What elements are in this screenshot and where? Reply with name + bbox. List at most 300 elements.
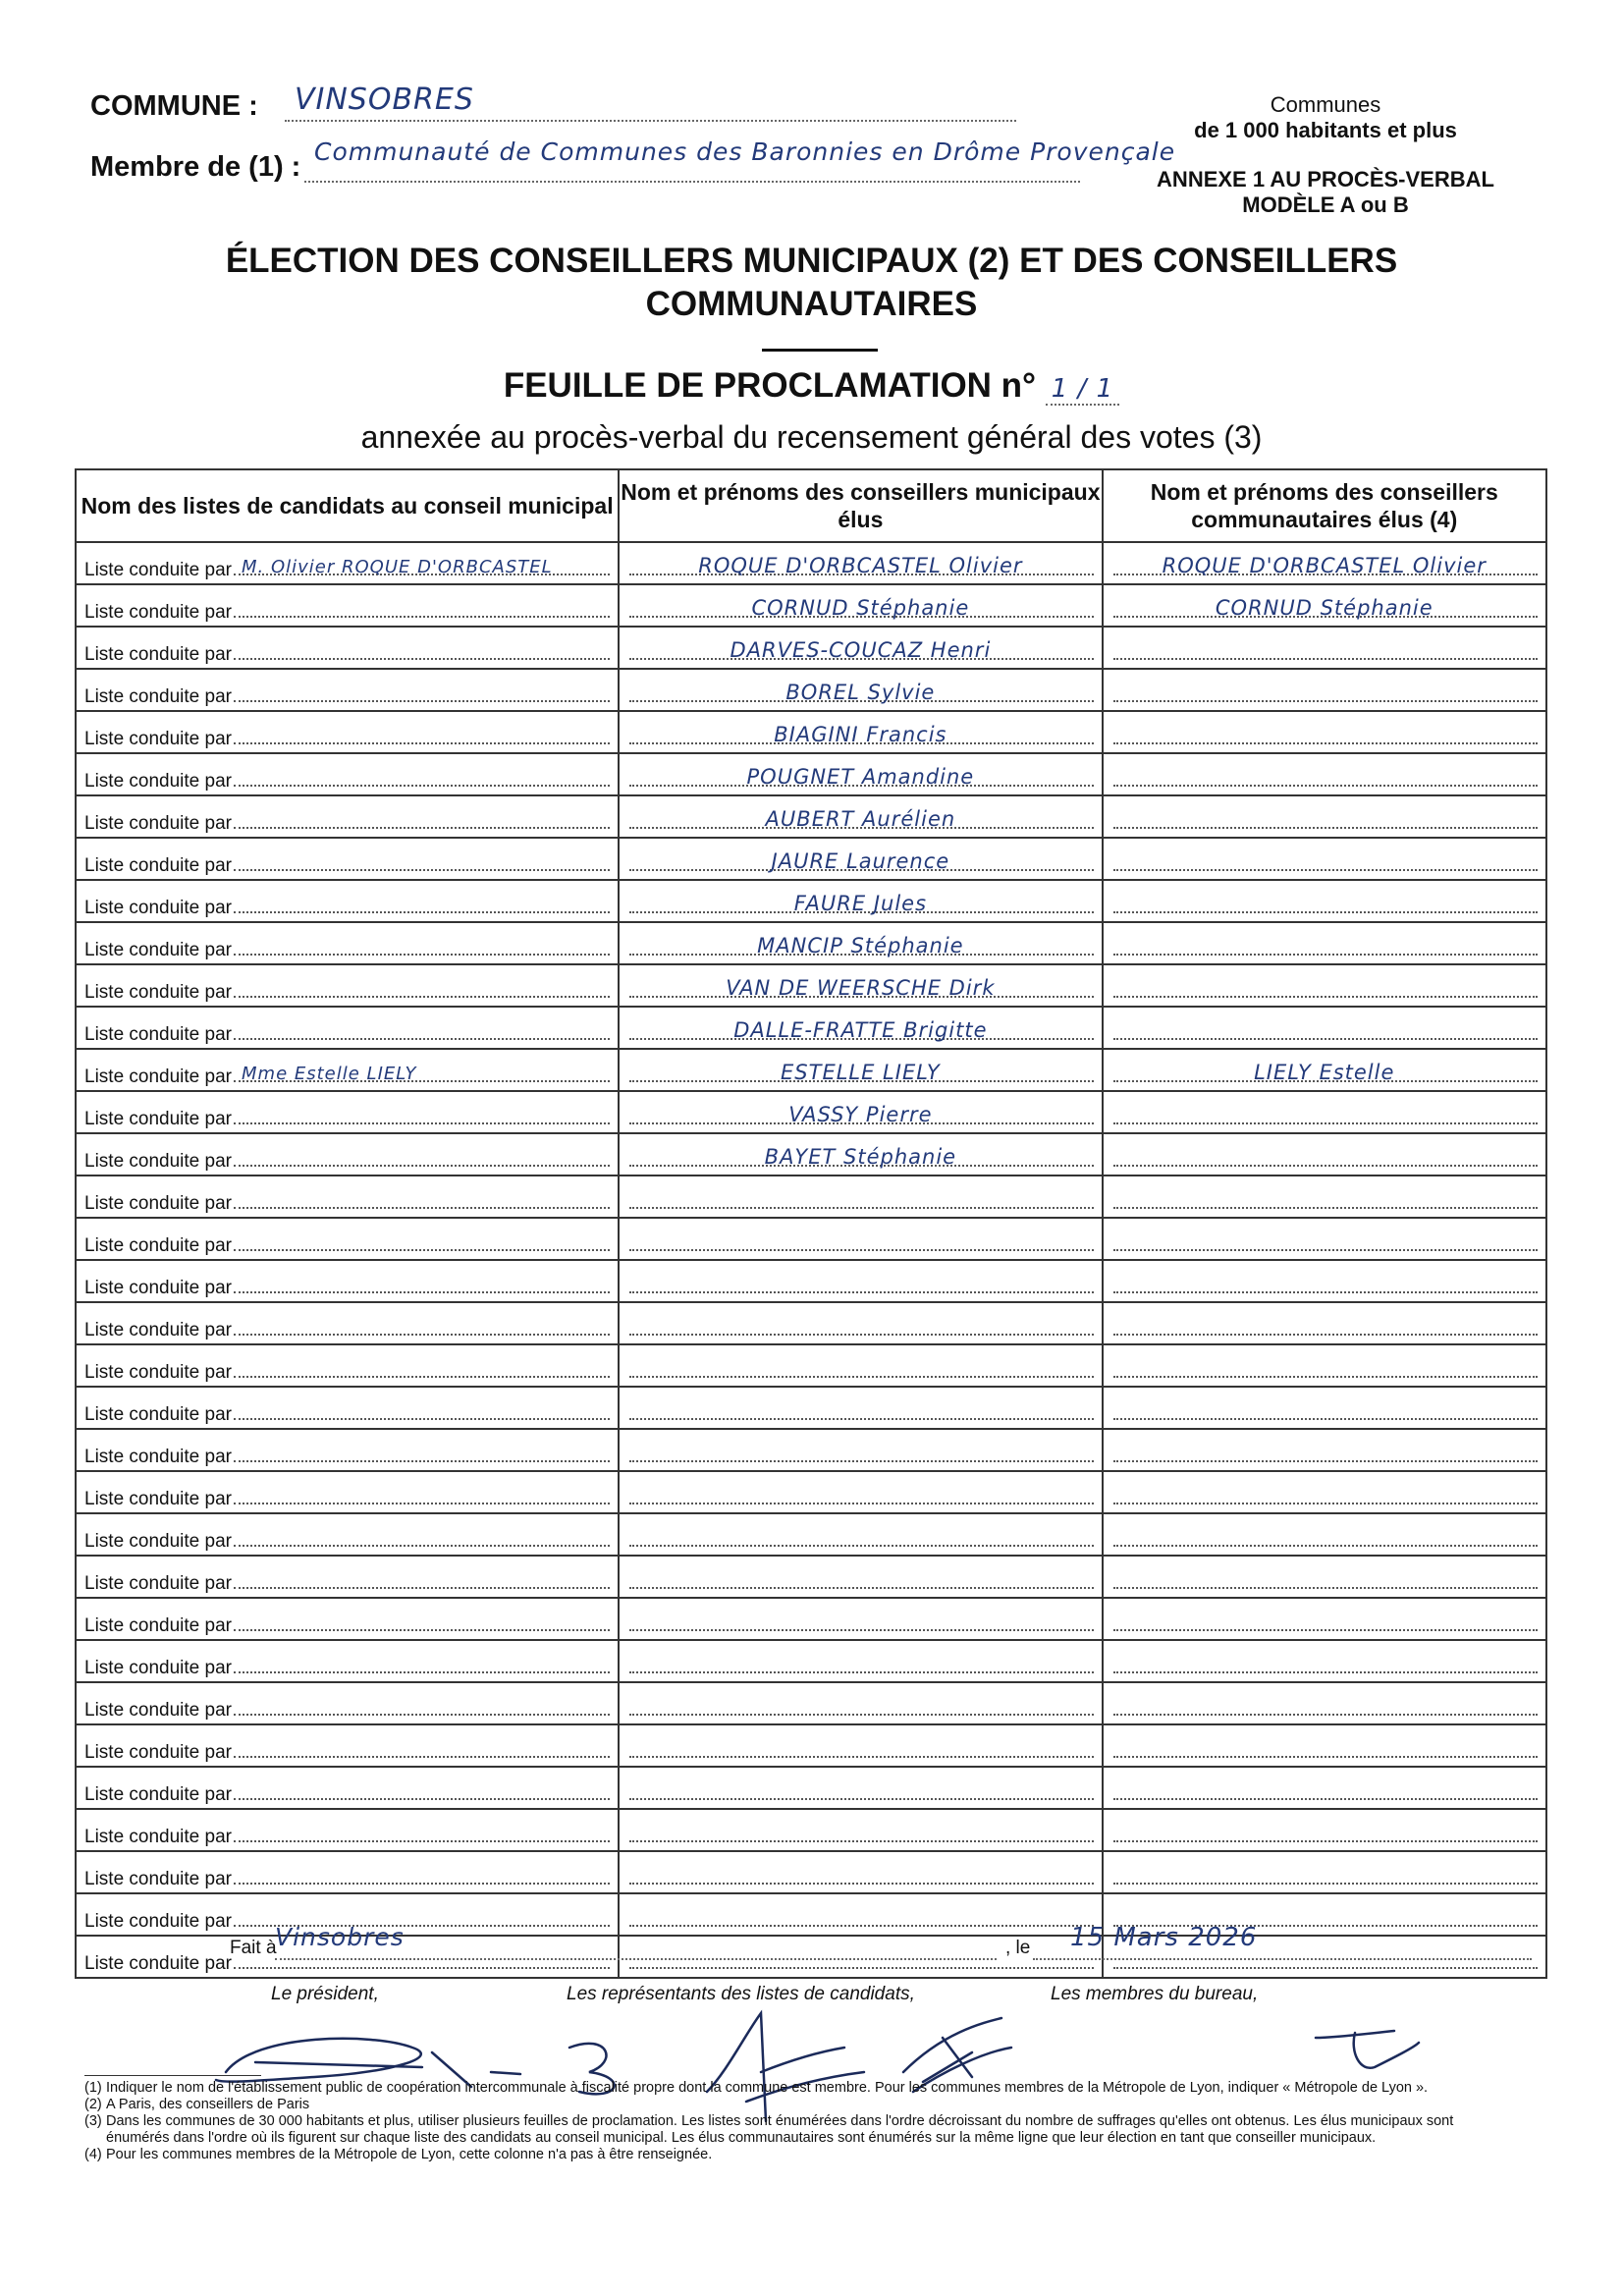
table-row [76, 1260, 1546, 1302]
communautaire-cell-value: CORNUD Stéphanie [1215, 596, 1434, 620]
liste-cell-content [77, 1852, 618, 1892]
table-row [76, 1724, 1546, 1767]
liste-conduite-label: Liste conduite par [84, 1404, 232, 1425]
dotted-fill [234, 868, 610, 871]
communautaire-cell-content [1104, 923, 1545, 963]
footnotes [84, 2080, 1469, 2163]
communautaire-cell-content [1104, 670, 1545, 710]
communautaire-cell-content [1104, 1514, 1545, 1555]
liste-cell[interactable] [76, 1809, 619, 1851]
communautaire-cell-content [1104, 1599, 1545, 1639]
table-row [76, 880, 1546, 922]
dotted-fill [234, 1628, 610, 1631]
liste-cell[interactable] [76, 1344, 619, 1387]
liste-conduite-label: Liste conduite par [84, 644, 232, 665]
table-row [76, 1133, 1546, 1175]
feuille-number[interactable]: 1 / 1 [1046, 374, 1119, 406]
communautaire-cell[interactable] [1103, 922, 1546, 964]
liste-cell-content [77, 923, 618, 963]
communautaire-cell[interactable] [1103, 1682, 1546, 1724]
proclamation-table [75, 468, 1547, 1979]
municipal-cell[interactable] [619, 753, 1102, 795]
dotted-fill [234, 784, 610, 787]
liste-conduite-label: Liste conduite par [84, 729, 232, 749]
dotted-fill [234, 1544, 610, 1547]
municipal-cell-value: BOREL Sylvie [785, 681, 936, 704]
dotted-fill [629, 1670, 1093, 1673]
liste-cell[interactable] [76, 1091, 619, 1133]
communautaire-cell-content [1104, 1303, 1545, 1343]
municipal-cell-value: CORNUD Stéphanie [751, 596, 970, 620]
liste-cell-content [77, 1261, 618, 1301]
communautaire-cell[interactable] [1103, 1007, 1546, 1049]
table-row [76, 1513, 1546, 1556]
liste-cell[interactable] [76, 1724, 619, 1767]
municipal-cell[interactable] [619, 1682, 1102, 1724]
table-row [76, 1598, 1546, 1640]
footnote [84, 2113, 1469, 2147]
table-row [76, 1049, 1546, 1091]
liste-conduite-label: Liste conduite par [84, 1531, 232, 1552]
liste-cell[interactable] [76, 711, 619, 753]
municipal-cell[interactable] [619, 627, 1102, 669]
election-title-line1: ÉLECTION DES CONSEILLERS MUNICIPAUX (2) ET DES CONSEILLERS [225, 242, 1398, 280]
liste-cell-content [77, 1219, 618, 1259]
liste-cell-content [77, 1472, 618, 1512]
liste-conduite-label: Liste conduite par [84, 940, 232, 960]
liste-cell[interactable] [76, 584, 619, 627]
liste-cell[interactable] [76, 1471, 619, 1513]
municipal-cell[interactable] [619, 1513, 1102, 1556]
municipal-cell-value: AUBERT Aurélien [765, 807, 956, 831]
feuille-label: FEUILLE DE PROCLAMATION n° [503, 366, 1037, 405]
liste-conduite-label: Liste conduite par [84, 1489, 232, 1509]
table-row [76, 542, 1546, 584]
municipal-cell-content [620, 1852, 1101, 1892]
table-row [76, 1429, 1546, 1471]
footnote-text: A Paris, des conseillers de Paris [106, 2097, 310, 2112]
municipal-cell-value: BAYET Stéphanie [764, 1145, 957, 1169]
liste-cell[interactable] [76, 669, 619, 711]
communautaire-cell[interactable] [1103, 1513, 1546, 1556]
liste-cell-content [77, 1599, 618, 1639]
dotted-fill [234, 995, 610, 998]
liste-conduite-label: Liste conduite par [84, 1362, 232, 1383]
liste-cell[interactable] [76, 1049, 619, 1091]
communautaire-cell[interactable] [1103, 1429, 1546, 1471]
dotted-fill [1113, 784, 1538, 787]
table-row [76, 1556, 1546, 1598]
liste-cell[interactable] [76, 1851, 619, 1893]
representants-label: Les représentants des listes de candidats, [567, 1984, 915, 2004]
communautaire-cell-content [1104, 1852, 1545, 1892]
membre-label: Membre de (1) : [90, 151, 301, 183]
liste-cell[interactable] [76, 1387, 619, 1429]
municipal-cell[interactable] [619, 1133, 1102, 1175]
commune-size-note [1159, 92, 1492, 143]
dotted-fill [234, 1839, 610, 1842]
table-row [76, 795, 1546, 838]
municipal-cell-content [620, 1345, 1101, 1386]
communautaire-cell-content [1104, 1430, 1545, 1470]
liste-cell[interactable] [76, 1682, 619, 1724]
president-label: Le président, [271, 1984, 379, 2004]
municipal-cell[interactable] [619, 1007, 1102, 1049]
liste-cell[interactable] [76, 964, 619, 1007]
dotted-fill [1113, 1459, 1538, 1462]
municipal-cell-content [620, 1472, 1101, 1512]
liste-cell-content [77, 628, 618, 668]
liste-cell-content [77, 1345, 618, 1386]
table-row [76, 964, 1546, 1007]
municipal-cell[interactable] [619, 1175, 1102, 1218]
municipal-cell[interactable] [619, 1556, 1102, 1598]
municipal-cell-value: ROQUE D'ORBCASTEL Olivier [698, 554, 1023, 577]
liste-conduite-label: Liste conduite par [84, 686, 232, 707]
liste-cell[interactable] [76, 1556, 619, 1598]
dotted-fill [629, 1333, 1093, 1336]
communautaire-cell[interactable] [1103, 1049, 1546, 1091]
commune-size-line1: Communes [1270, 92, 1381, 117]
liste-conduite-label: Liste conduite par [84, 1869, 232, 1889]
communautaire-cell[interactable] [1103, 669, 1546, 711]
liste-conduite-label: Liste conduite par [84, 602, 232, 623]
communautaire-cell[interactable] [1103, 1260, 1546, 1302]
municipal-cell[interactable] [619, 1260, 1102, 1302]
liste-cell[interactable] [76, 627, 619, 669]
dotted-fill [234, 1290, 610, 1293]
municipal-cell[interactable] [619, 1640, 1102, 1682]
liste-cell-content [77, 1557, 618, 1597]
table-row [76, 753, 1546, 795]
municipal-cell[interactable] [619, 1049, 1102, 1091]
dotted-fill [234, 1713, 610, 1716]
dotted-fill [629, 1797, 1093, 1800]
municipal-cell[interactable] [619, 1387, 1102, 1429]
dotted-fill [629, 1248, 1093, 1251]
liste-cell-content [77, 1303, 618, 1343]
communautaire-cell[interactable] [1103, 880, 1546, 922]
communautaire-cell[interactable] [1103, 1218, 1546, 1260]
communautaire-cell[interactable] [1103, 1471, 1546, 1513]
communautaire-cell-content [1104, 1810, 1545, 1850]
municipal-cell-value: BIAGINI Francis [774, 723, 947, 746]
dotted-fill [629, 1375, 1093, 1378]
municipal-cell[interactable] [619, 1809, 1102, 1851]
communautaire-cell-value: ROQUE D'ORBCASTEL Olivier [1162, 554, 1487, 577]
footnote-divider [84, 2075, 261, 2076]
dotted-fill [234, 741, 610, 744]
dotted-fill [234, 1502, 610, 1504]
municipal-cell[interactable] [619, 1893, 1102, 1936]
liste-conduite-label: Liste conduite par [84, 1235, 232, 1256]
municipal-cell[interactable] [619, 1851, 1102, 1893]
liste-cell[interactable] [76, 1218, 619, 1260]
communautaire-cell[interactable] [1103, 1091, 1546, 1133]
liste-conduite-label: Liste conduite par [84, 1151, 232, 1172]
dotted-fill [1113, 1375, 1538, 1378]
liste-cell[interactable] [76, 1429, 619, 1471]
liste-cell[interactable] [76, 1175, 619, 1218]
liste-cell[interactable] [76, 1598, 619, 1640]
communautaire-cell[interactable] [1103, 1344, 1546, 1387]
table-row [76, 1302, 1546, 1344]
liste-cell[interactable] [76, 1260, 619, 1302]
table-row [76, 1175, 1546, 1218]
communautaire-cell[interactable] [1103, 711, 1546, 753]
liste-cell[interactable] [76, 1133, 619, 1175]
dotted-fill [1113, 1206, 1538, 1209]
municipal-cell[interactable] [619, 964, 1102, 1007]
dotted-fill [1113, 1502, 1538, 1504]
fait-value[interactable]: Vinsobres [275, 1923, 405, 1951]
communautaire-cell[interactable] [1103, 1598, 1546, 1640]
dotted-fill [1113, 1248, 1538, 1251]
municipal-cell[interactable] [619, 1302, 1102, 1344]
footnote [84, 2147, 1469, 2163]
dotted-fill [629, 1966, 1093, 1969]
liste-conduite-label: Liste conduite par [84, 1573, 232, 1594]
table-row [76, 1007, 1546, 1049]
liste-cell-content [77, 796, 618, 837]
municipal-cell[interactable] [619, 669, 1102, 711]
election-title [0, 240, 1623, 326]
table-row [76, 1218, 1546, 1260]
dotted-fill [234, 826, 610, 829]
footnote-number: (2) [84, 2097, 102, 2112]
liste-cell-content [77, 1725, 618, 1766]
liste-cell[interactable] [76, 1007, 619, 1049]
municipal-cell-value: ESTELLE LIELY [781, 1061, 941, 1084]
annexee-subtitle: annexée au procès-verbal du recensement général des votes (3) [360, 419, 1263, 455]
footnote-text: Dans les communes de 30 000 habitants et plus, utiliser plusieurs feuilles de proclamation. Les listes sont énumérées dans l'ordre décroissant du nombre de suffrages qu'elles ont obtenus. Les élus municipaux sont énumérés dans l'ordre où ils figurent sur chaque liste des candidats au conseil municipal. Les élus communautaires sont énumérés sur la même ligne que leur élection en tant que conseiller municipaux. [106, 2113, 1454, 2146]
communautaire-cell-content [1104, 1557, 1545, 1597]
municipal-cell[interactable] [619, 542, 1102, 584]
membres-label: Les membres du bureau, [1051, 1984, 1259, 2004]
liste-cell[interactable] [76, 795, 619, 838]
dotted-fill [629, 1586, 1093, 1589]
dotted-fill [234, 1206, 610, 1209]
communautaire-cell[interactable] [1103, 1175, 1546, 1218]
dotted-fill [1113, 995, 1538, 998]
communautaire-cell-content [1104, 1472, 1545, 1512]
communautaire-cell[interactable] [1103, 1767, 1546, 1809]
municipal-cell[interactable] [619, 584, 1102, 627]
liste-conduite-label: Liste conduite par [84, 1447, 232, 1467]
liste-cell[interactable] [76, 1513, 619, 1556]
liste-cell-content [77, 1810, 618, 1850]
liste-cell-content [77, 585, 618, 626]
communautaire-cell[interactable] [1103, 753, 1546, 795]
liste-cell[interactable] [76, 1767, 619, 1809]
dotted-fill [629, 1628, 1093, 1631]
municipal-cell-value: VAN DE WEERSCHE Dirk [726, 976, 996, 1000]
dotted-fill [629, 1459, 1093, 1462]
municipal-cell[interactable] [619, 922, 1102, 964]
municipal-cell[interactable] [619, 795, 1102, 838]
communautaire-cell[interactable] [1103, 1640, 1546, 1682]
fait-label: Fait à [230, 1938, 277, 1958]
municipal-cell[interactable] [619, 1471, 1102, 1513]
municipal-cell-content [620, 1894, 1101, 1935]
dotted-fill [1113, 826, 1538, 829]
dotted-fill [629, 1502, 1093, 1504]
municipal-cell[interactable] [619, 1344, 1102, 1387]
dotted-fill [234, 1333, 610, 1336]
table-row [76, 1809, 1546, 1851]
election-title-line2: COMMUNAUTAIRES [645, 285, 978, 323]
membre-value[interactable]: Communauté de Communes des Baronnies en Drôme Provençale [314, 137, 1176, 166]
municipal-cell[interactable] [619, 1429, 1102, 1471]
dotted-fill [1113, 1628, 1538, 1631]
liste-cell[interactable] [76, 1302, 619, 1344]
municipal-cell[interactable] [619, 711, 1102, 753]
communautaire-cell-value: LIELY Estelle [1254, 1061, 1395, 1084]
communautaire-cell[interactable] [1103, 1724, 1546, 1767]
table-header-row [76, 469, 1546, 542]
communautaire-cell-content [1104, 839, 1545, 879]
municipal-cell[interactable] [619, 1091, 1102, 1133]
footnote-text: Pour les communes membres de la Métropole de Lyon, cette colonne n'a pas à être renseignée. [106, 2147, 713, 2162]
dotted-fill [1113, 1755, 1538, 1758]
dotted-fill [234, 1037, 610, 1040]
annexe-label [1129, 167, 1522, 218]
municipal-cell[interactable] [619, 1598, 1102, 1640]
municipal-cell[interactable] [619, 1767, 1102, 1809]
liste-cell-content [77, 1176, 618, 1217]
liste-conduite-label: Liste conduite par [84, 1278, 232, 1298]
liste-conduite-label: Liste conduite par [84, 1953, 232, 1974]
liste-conduite-label: Liste conduite par [84, 855, 232, 876]
dotted-fill [1113, 1586, 1538, 1589]
municipal-cell-value: VASSY Pierre [788, 1103, 933, 1126]
communautaire-cell[interactable] [1103, 1133, 1546, 1175]
table-row [76, 669, 1546, 711]
liste-conduite-label: Liste conduite par [84, 1784, 232, 1805]
table-row [76, 1471, 1546, 1513]
municipal-cell-content [620, 1303, 1101, 1343]
annexe-line1: ANNEXE 1 AU PROCÈS-VERBAL [1157, 167, 1494, 191]
municipal-cell-content [620, 1261, 1101, 1301]
communautaire-cell[interactable] [1103, 795, 1546, 838]
table-row [76, 627, 1546, 669]
liste-cell-content [77, 670, 618, 710]
communautaire-cell-content [1104, 1345, 1545, 1386]
communautaire-cell-content [1104, 1388, 1545, 1428]
liste-cell[interactable] [76, 542, 619, 584]
liste-cell-content [77, 1008, 618, 1048]
liste-conduite-label: Liste conduite par [84, 1066, 232, 1087]
communautaire-cell-content [1104, 881, 1545, 921]
liste-cell[interactable] [76, 1640, 619, 1682]
liste-cell[interactable] [76, 838, 619, 880]
dotted-fill [629, 1206, 1093, 1209]
dotted-fill [1113, 741, 1538, 744]
communautaire-cell-content [1104, 1261, 1545, 1301]
dotted-fill [629, 1544, 1093, 1547]
dotted-fill [234, 1164, 610, 1167]
liste-cell[interactable] [76, 922, 619, 964]
municipal-cell[interactable] [619, 1218, 1102, 1260]
liste-conduite-label: Liste conduite par [84, 1320, 232, 1340]
communautaire-cell[interactable] [1103, 542, 1546, 584]
municipal-cell-content [620, 1388, 1101, 1428]
dotted-fill [1113, 1333, 1538, 1336]
liste-conduite-label: Liste conduite par [84, 813, 232, 834]
dotted-fill [234, 1417, 610, 1420]
municipal-cell[interactable] [619, 880, 1102, 922]
communautaire-cell[interactable] [1103, 964, 1546, 1007]
communautaire-cell[interactable] [1103, 1556, 1546, 1598]
dotted-fill [234, 1375, 610, 1378]
dotted-fill [234, 1966, 610, 1969]
communautaire-cell-content [1104, 712, 1545, 752]
footnote-text: Indiquer le nom de l'établissement public de coopération intercommunale à fiscalité propre dont la commune est membre. Pour les communes membres de la Métropole de Lyon, indiquer « Métropole de Lyon ». [106, 2080, 1429, 2096]
dotted-fill [629, 1417, 1093, 1420]
dotted-fill [1113, 1839, 1538, 1842]
communautaire-cell[interactable] [1103, 1851, 1546, 1893]
liste-conduite-label: Liste conduite par [84, 1911, 232, 1932]
membre-signature [1316, 2031, 1419, 2068]
table-row [76, 838, 1546, 880]
dotted-fill [1113, 1037, 1538, 1040]
communautaire-cell[interactable] [1103, 1302, 1546, 1344]
communautaire-cell[interactable] [1103, 1387, 1546, 1429]
dotted-fill [1113, 657, 1538, 660]
table-row [76, 1344, 1546, 1387]
dotted-fill [234, 699, 610, 702]
liste-cell[interactable] [76, 753, 619, 795]
header-communautaires: Nom et prénoms des conseillers communautaires élus (4) [1103, 469, 1546, 542]
commune-label: COMMUNE : [90, 90, 258, 122]
date-value[interactable]: 15 Mars 2026 [1070, 1923, 1258, 1952]
liste-conduite-label: Liste conduite par [84, 898, 232, 918]
liste-conduite-label: Liste conduite par [84, 1615, 232, 1636]
communautaire-cell[interactable] [1103, 627, 1546, 669]
liste-cell-content [77, 754, 618, 794]
dotted-fill [234, 1755, 610, 1758]
municipal-cell-value: FAURE Jules [793, 892, 928, 915]
dotted-fill [1113, 1121, 1538, 1124]
dotted-fill [234, 657, 610, 660]
municipal-cell-content [620, 1430, 1101, 1470]
liste-lead-name: M. Olivier ROQUE D'ORBCASTEL [242, 557, 553, 577]
table-row [76, 1682, 1546, 1724]
communautaire-cell[interactable] [1103, 1809, 1546, 1851]
municipal-cell-value: DALLE-FRATTE Brigitte [733, 1018, 988, 1042]
communautaire-cell-content [1104, 1768, 1545, 1808]
communautaire-cell[interactable] [1103, 584, 1546, 627]
table-row [76, 584, 1546, 627]
municipal-cell-value: POUGNET Amandine [746, 765, 975, 789]
commune-value[interactable]: VINSOBRES [295, 82, 474, 117]
communautaire-cell[interactable] [1103, 838, 1546, 880]
municipal-cell-content [620, 1683, 1101, 1723]
liste-cell-content [77, 1683, 618, 1723]
dotted-fill [234, 1459, 610, 1462]
municipal-cell-content [620, 1725, 1101, 1766]
municipal-cell-content [620, 1641, 1101, 1681]
municipal-cell[interactable] [619, 838, 1102, 880]
liste-conduite-label: Liste conduite par [84, 1109, 232, 1129]
liste-cell-content [77, 1092, 618, 1132]
municipal-cell-content [620, 1768, 1101, 1808]
liste-cell[interactable] [76, 880, 619, 922]
feuille-title [0, 366, 1623, 406]
communautaire-cell-content [1104, 796, 1545, 837]
communautaire-cell-content [1104, 1219, 1545, 1259]
municipal-cell[interactable] [619, 1724, 1102, 1767]
